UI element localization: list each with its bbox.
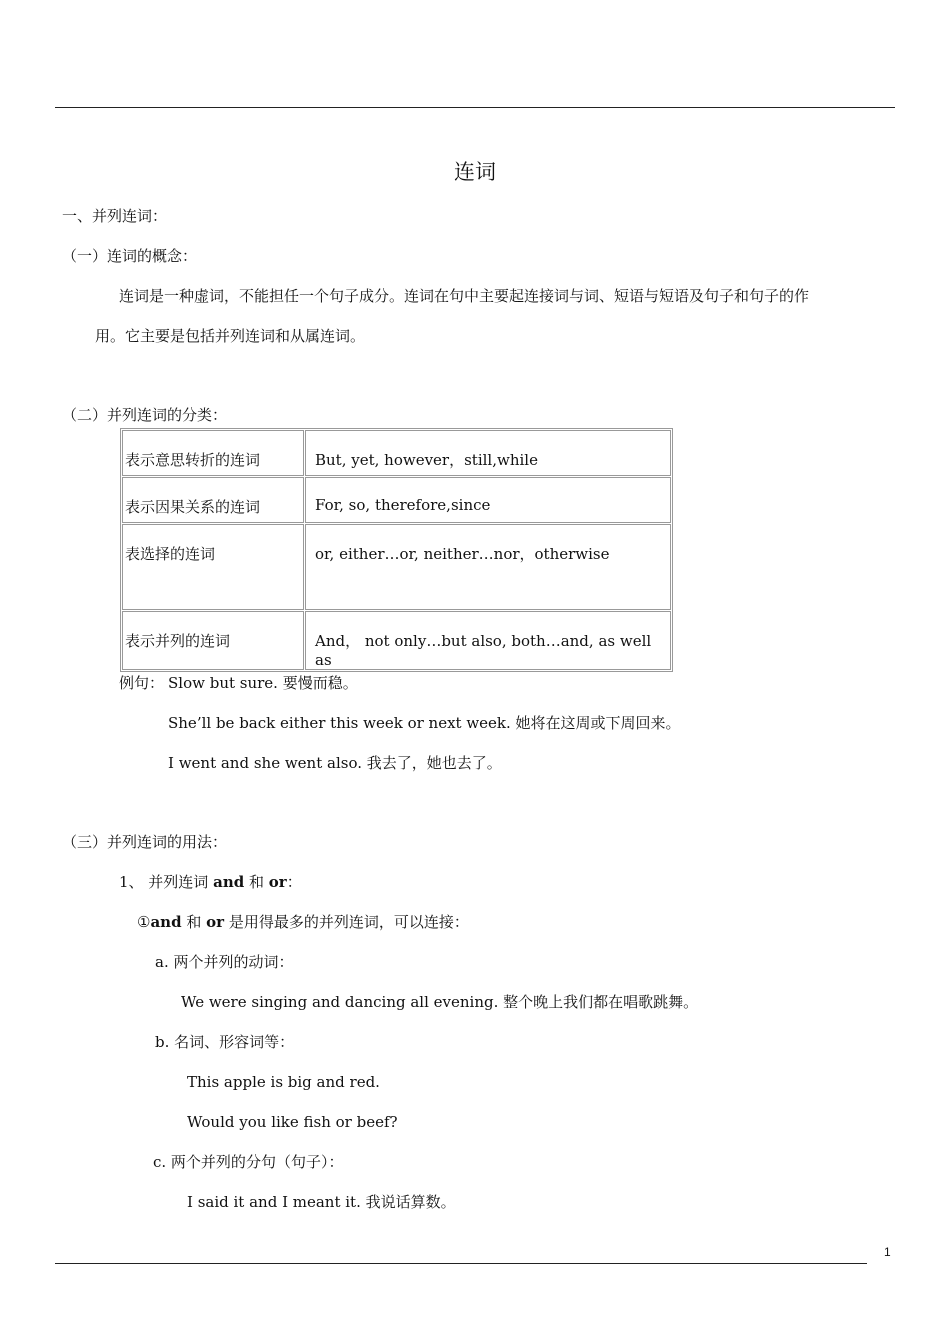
keyword-or: or [206,913,225,931]
keyword-or: or [268,873,287,891]
table-cell-words: And， not only…but also, both…and, as well as [305,611,671,670]
usage-a-example: We were singing and dancing all evening. 整个晚上我们都在唱歌跳舞。 [181,993,699,1011]
usage-item-1-suffix: ： [286,873,302,891]
usage-b-example: Would you like fish or beef? [187,1113,398,1131]
footer-rule [55,1263,867,1264]
usage-b-label: b. 名词、形容词等： [155,1033,295,1051]
table-row [122,430,671,476]
usage-item-1a-prefix: ① [137,913,151,931]
usage-item-1-mid: 和 [244,873,269,891]
page-title: 连词 [454,160,496,184]
header-rule [55,107,895,108]
usage-c-example: I said it and I meant it. 我说话算数。 [187,1193,456,1211]
classification-table [120,428,673,672]
example-sentence: Slow but sure. 要慢而稳。 [168,674,358,692]
keyword-and: and [150,913,182,931]
table-cell-category: 表选择的连词 [122,524,304,610]
examples-label: 例句： [119,674,165,692]
subsection-heading-concept: （一）连词的概念： [62,247,198,265]
table-cell-category: 表示意思转折的连词 [122,430,304,476]
usage-item-1a [137,912,469,932]
subsection-heading-classification: （二）并列连词的分类： [62,406,228,424]
example-sentence: She’ll be back either this week or next week. 她将在这周或下周回来。 [168,714,681,732]
usage-b-example: This apple is big and red. [187,1073,380,1091]
usage-c-label: c. 两个并列的分句（句子）： [153,1153,344,1171]
usage-item-1-prefix: 1、 并列连词 [119,873,214,891]
concept-paragraph-line2: 用。它主要是包括并列连词和从属连词。 [95,327,366,345]
example-sentence: I went and she went also. 我去了，她也去了。 [168,754,502,772]
keyword-and: and [213,873,245,891]
usage-item-1a-mid: 和 [181,913,207,931]
table-cell-category: 表示并列的连词 [122,611,304,670]
table-row [122,477,671,523]
subsection-heading-usage: （三）并列连词的用法： [62,833,228,851]
table-row [122,524,671,610]
section-heading: 一、并列连词： [62,207,168,225]
table-cell-words: or, either…or, neither…nor，otherwise [305,524,671,610]
table-row [122,611,671,670]
table-cell-category: 表示因果关系的连词 [122,477,304,523]
table-cell-words: For, so, therefore,since [305,477,671,523]
usage-item-1a-suffix: 是用得最多的并列连词，可以连接： [224,913,469,931]
table-cell-words: But, yet, however，still,while [305,430,671,476]
page-number: 1 [884,1245,891,1259]
concept-paragraph-line1: 连词是一种虚词，不能担任一个句子成分。连词在句中主要起连接词与词、短语与短语及句子和句子的作 [119,287,810,305]
usage-item-1 [119,872,302,892]
usage-a-label: a. 两个并列的动词： [155,953,294,971]
